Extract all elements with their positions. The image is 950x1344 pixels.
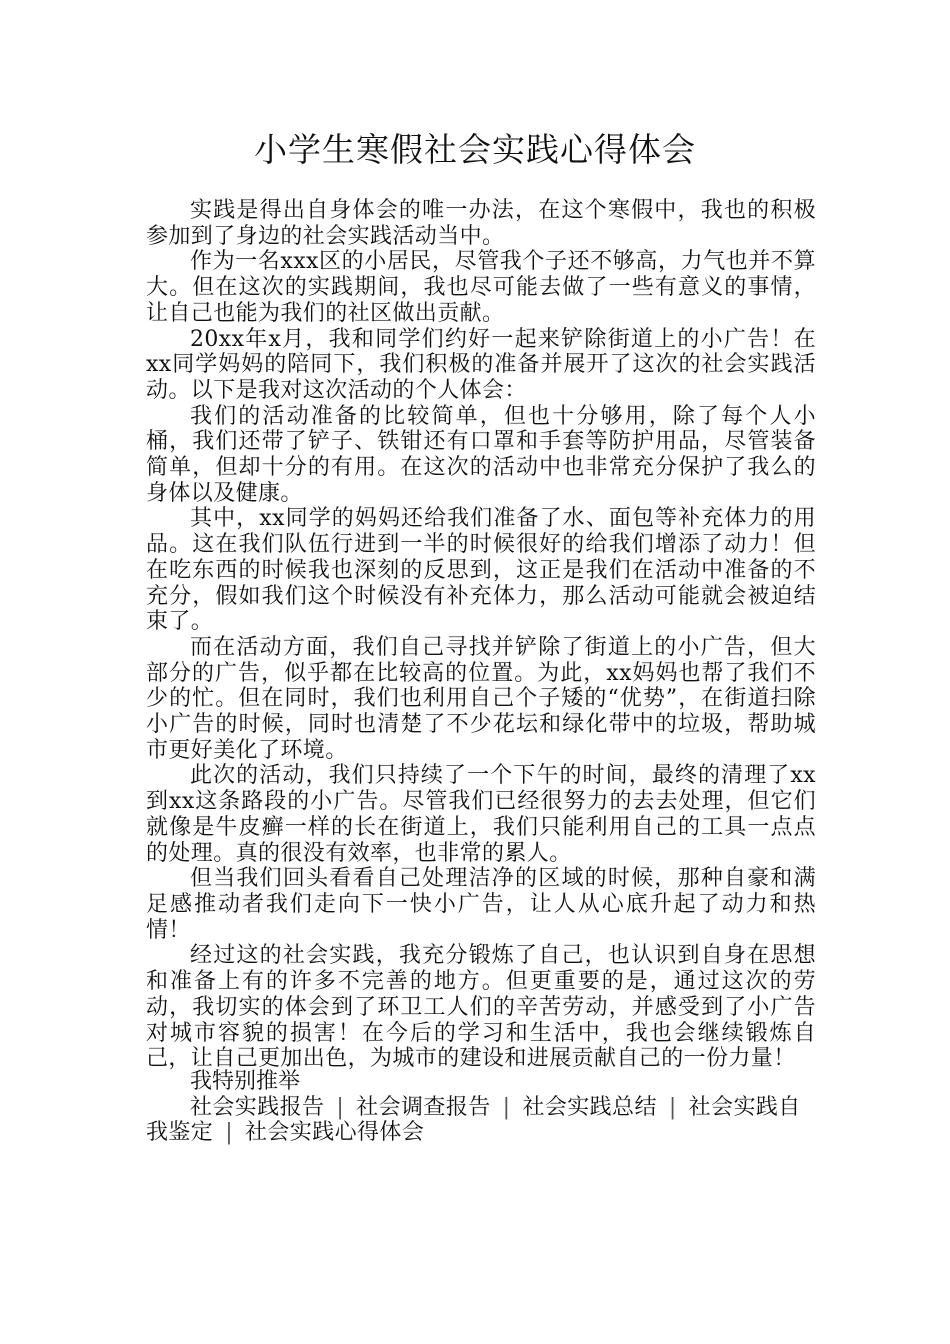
document-body — [146, 198, 816, 1072]
link-separator: | — [502, 1094, 511, 1120]
paragraph: 作为一名xxx区的小居民，尽管我个子还不够高，力气也并不算大。但在这次的实践期间，我也尽可能去做了一些有意义的事情，让自己也能为我们的社区做出贡献。 — [146, 249, 816, 326]
paragraph: 20xx年x月，我和同学们约好一起来铲除街道上的小广告！在xx同学妈妈的陪同下，我们积极的准备并展开了这次的社会实践活动。以下是我对这次活动的个人体会： — [146, 326, 816, 403]
link-social-practice-report[interactable]: 社会实践报告 — [190, 1094, 325, 1120]
document-title: 小学生寒假社会实践心得体会 — [254, 130, 696, 169]
link-separator: | — [336, 1094, 345, 1120]
link-social-practice-summary[interactable]: 社会实践总结 — [522, 1094, 657, 1120]
paragraph: 我们的活动准备的比较简单，但也十分够用，除了每个人小桶，我们还带了铲子、铁钳还有口罩和手套等防护用品，尽管装备简单，但却十分的有用。在这次的活动中也非常充分保护了我么的身体以及健康。 — [146, 403, 816, 506]
paragraph: 其中，xx同学的妈妈还给我们准备了水、面包等补充体力的用品。这在我们队伍行进到一半的时候很好的给我们增添了动力！但在吃东西的时候我也深刻的反思到，这正是我们在活动中准备的不充分，假如我们这个时候没有补充体力，那么活动可能就会被迫结束了。 — [146, 506, 816, 635]
paragraph: 实践是得出自身体会的唯一办法，在这个寒假中，我也的积极参加到了身边的社会实践活动当中。 — [146, 198, 816, 249]
recommend-heading: 我特别推举 — [190, 1069, 301, 1094]
link-separator: | — [668, 1094, 677, 1120]
paragraph: 而在活动方面，我们自己寻找并铲除了街道上的小广告，但大部分的广告，似乎都在比较高的位置。为此，xx妈妈也帮了我们不少的忙。但在同时，我们也利用自己个子矮的“优势”，在街道扫除小广告的时候，同时也清楚了不少花坛和绿化带中的垃圾，帮助城市更好美化了环境。 — [146, 634, 816, 763]
paragraph: 但当我们回头看看自己处理洁净的区域的时候，那种自豪和满足感推动者我们走向下一快小广告，让人从心底升起了动力和热情！ — [146, 866, 816, 943]
link-separator: | — [225, 1120, 234, 1146]
link-social-practice-reflection[interactable]: 社会实践心得体会 — [245, 1120, 425, 1146]
link-social-practice-self-evaluation[interactable]: 社会实践自我鉴定 — [146, 1094, 801, 1146]
paragraph: 此次的活动，我们只持续了一个下午的时间，最终的清理了xx到xx这条路段的小广告。尽管我们已经很努力的去去处理，但它们就像是牛皮癣一样的长在街道上，我们只能利用自己的工具一点点的处理。真的很没有效率，也非常的累人。 — [146, 763, 816, 866]
link-social-survey-report[interactable]: 社会调查报告 — [356, 1094, 491, 1120]
paragraph: 经过这的社会实践，我充分锻炼了自己，也认识到自身在思想和准备上有的许多不完善的地方。但更重要的是，通过这次的劳动，我切实的体会到了环卫工人们的辛苦劳动，并感受到了小广告对城市容貌的损害！在今后的学习和生活中，我也会继续锻炼自己，让自己更加出色，为城市的建设和进展贡献自己的一份力量！ — [146, 943, 816, 1072]
recommend-links — [146, 1095, 816, 1146]
recommend-section — [146, 1069, 816, 1146]
